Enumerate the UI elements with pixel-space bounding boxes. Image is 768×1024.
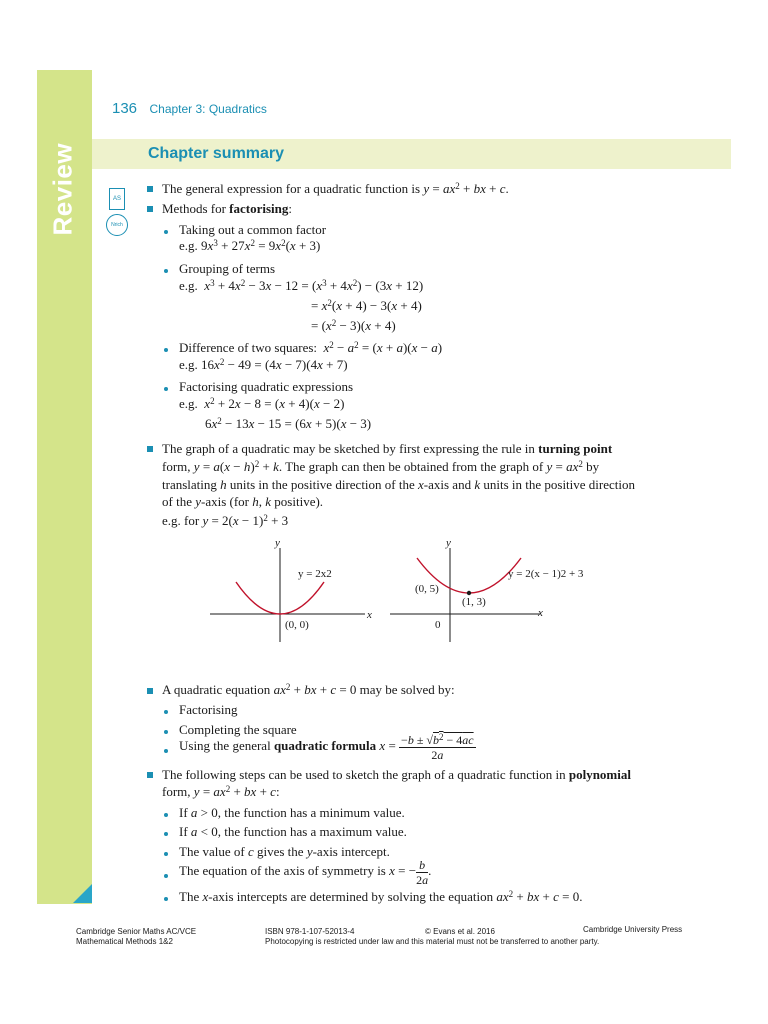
- method-difference-squares: Difference of two squares: $x^2 - a^2 = (x + a)(x - a)$: [179, 340, 443, 355]
- footer-copyright: © Evans et al. 2016: [425, 927, 495, 936]
- example-grouping-line2: = $x^2(x + 4) - 3(x + 4)$: [311, 298, 422, 313]
- as-icon-label: AS: [112, 196, 121, 202]
- bullet-dot: [164, 710, 168, 714]
- solve-factorising: Factorising: [179, 702, 238, 717]
- step-maximum: If a < 0, the function has a maximum value.: [179, 824, 407, 839]
- chapter-title: Chapter 3: Quadratics: [149, 102, 267, 116]
- step-minimum: If a > 0, the function has a minimum value.: [179, 805, 405, 820]
- section-title: Chapter summary: [148, 145, 285, 162]
- footer-isbn: ISBN 978-1-107-52013-4: [265, 927, 355, 936]
- turning-point-text-3: translating h units in the positive direction of the x-axis and k units in the positive direction: [162, 477, 636, 492]
- bullet-dot: [164, 874, 168, 878]
- bullet-dot: [164, 852, 168, 856]
- method-common-factor: Taking out a common factor: [179, 222, 327, 237]
- bullet-dot: [164, 730, 168, 734]
- bullet-dot: [164, 749, 168, 753]
- bullet-dot: [164, 348, 168, 352]
- step-axis-symmetry: The equation of the axis of symmetry is x = − $\frac{b}{2a}$ .: [179, 857, 432, 887]
- summary-point-methods-factorising: Methods for factorising:: [162, 201, 293, 216]
- example-common-factor: e.g. $9x^3 + 27x^2 = 9x^2(x + 3)$: [179, 238, 321, 253]
- review-label: Review: [47, 142, 78, 236]
- left-graph-origin-label: (0, 0): [285, 619, 309, 631]
- right-graph-intercept-label: (0, 5): [415, 583, 439, 595]
- graph-y-2x-minus-1-sq-plus-3: [385, 540, 555, 645]
- bullet-square: [147, 688, 153, 694]
- bullet-square: [147, 446, 153, 452]
- step-x-intercepts: The x-axis intercepts are determined by solving the equation $ax^2$ + bx + c = 0.: [179, 889, 583, 904]
- bullet-square: [147, 186, 153, 192]
- bullet-dot: [164, 813, 168, 817]
- summary-point-general-expression: The general expression for a quadratic function is $y = ax^2$ + bx + c.: [162, 181, 509, 196]
- turning-point-example: e.g. for $y = 2(x - 1)^2 + 3$: [162, 513, 289, 528]
- example-quadratic-1: e.g. $x^2 + 2x - 8 = (x + 4)(x - 2)$: [179, 396, 345, 411]
- footer-title: Mathematical Methods 1&2: [76, 937, 173, 946]
- review-label-container: [38, 142, 88, 236]
- turning-point-text-2: form, $y = a(x - h)^2 + k$. The graph can then be obtained from the graph of $y = ax^2$ by: [162, 459, 600, 474]
- quadratic-equation-intro: A quadratic equation $ax^2$ + bx + c = 0 may be solved by:: [162, 682, 455, 697]
- method-grouping: Grouping of terms: [179, 261, 276, 276]
- right-graph-origin-label: 0: [435, 619, 441, 631]
- example-grouping-line3: = $(x^2 - 3)(x + 4)$: [311, 318, 396, 333]
- tab-corner-triangle: [73, 884, 92, 903]
- turning-point-text-1: The graph of a quadratic may be sketched by first expressing the rule in turning point: [162, 441, 613, 456]
- polynomial-intro-2: form, $y = ax^2$ + bx + c:: [162, 784, 280, 799]
- bullet-square: [147, 206, 153, 212]
- method-factorising-quadratics: Factorising quadratic expressions: [179, 379, 354, 394]
- footer-series: Cambridge Senior Maths AC/VCE: [76, 927, 197, 936]
- step-y-intercept: The value of c gives the y-axis intercept.: [179, 844, 390, 859]
- footer-publisher: Cambridge University Press: [583, 925, 683, 934]
- bullet-dot: [164, 269, 168, 273]
- nrich-icon[interactable]: [106, 214, 128, 236]
- right-graph-curve-label: y = 2(x − 1)2 + 3: [508, 568, 584, 580]
- left-graph-curve-label: y = 2x2: [298, 568, 332, 580]
- example-grouping-line1: e.g. $x^3 + 4x^2 - 3x - 12 = (x^3 + 4x^2) - (3x + 12)$: [179, 278, 424, 293]
- right-graph-vertex-label: (1, 3): [462, 596, 486, 608]
- page-number: 136: [112, 100, 138, 117]
- running-header: [112, 100, 267, 118]
- example-difference-squares: e.g. $16x^2 - 49 = (4x - 7)(4x + 7)$: [179, 357, 348, 372]
- footer-notice: Photocopying is restricted under law and this material must not be transferred to another party.: [265, 937, 600, 946]
- right-graph-y-label: y: [446, 537, 451, 549]
- left-graph-x-label: x: [367, 609, 372, 621]
- as-worksheet-icon[interactable]: [109, 188, 125, 210]
- bullet-dot: [164, 387, 168, 391]
- polynomial-intro-1: The following steps can be used to sketch the graph of a quadratic function in polynomial: [162, 767, 631, 782]
- turning-point-marker: [467, 591, 471, 595]
- bullet-dot: [164, 832, 168, 836]
- solve-completing-square: Completing the square: [179, 722, 297, 737]
- example-quadratic-2: $6x^2 - 13x - 15 = (6x + 5)(x - 3)$: [205, 416, 372, 431]
- nrich-icon-label: Nrich: [111, 222, 123, 228]
- solve-quadratic-formula: Using the general quadratic formula x = $\frac{-b \pm √b^2 - 4ac}{2a}$: [179, 731, 474, 762]
- bullet-dot: [164, 897, 168, 901]
- turning-point-text-4: of the y-axis (for h, k positive).: [162, 494, 324, 509]
- bullet-square: [147, 772, 153, 778]
- left-graph-y-label: y: [275, 537, 280, 549]
- right-graph-x-label: x: [538, 607, 543, 619]
- bullet-dot: [164, 230, 168, 234]
